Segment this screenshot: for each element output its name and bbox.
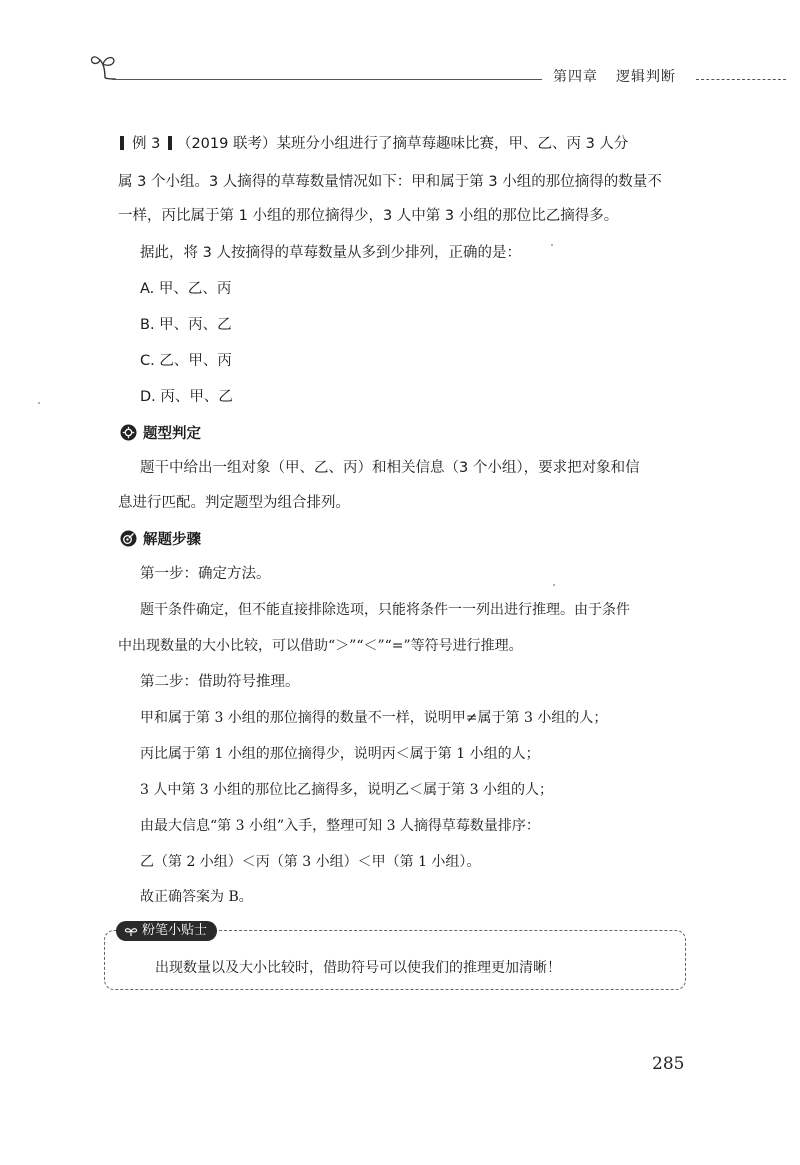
- step2-line-3: 3 人中第 3 小组的那位比乙摘得多，说明乙＜属于第 3 小组的人；: [140, 782, 553, 798]
- example-line-3: 一样，丙比属于第 1 小组的那位摘得少，3 人中第 3 小组的那位比乙摘得多。: [118, 208, 619, 224]
- step2-line-5: 乙（第 2 小组）＜丙（第 3 小组）＜甲（第 1 小组）。: [140, 854, 481, 870]
- step2-line-2: 丙比属于第 1 小组的那位摘得少，说明丙＜属于第 1 小组的人；: [140, 746, 540, 762]
- scan-speck: [553, 584, 555, 586]
- header-rule: [112, 79, 542, 80]
- chapter-title: 第四章: [553, 69, 598, 85]
- scan-speck: [38, 402, 40, 404]
- page-number: 285: [652, 1054, 685, 1074]
- option-d: D. 丙、甲、乙: [140, 389, 233, 405]
- question-text: 据此，将 3 人按摘得的草莓数量从多到少排列，正确的是：: [140, 245, 521, 261]
- example-source: （2019 联考）: [176, 136, 277, 152]
- example-label: 例 3: [132, 136, 161, 152]
- scan-speck: [551, 244, 553, 246]
- step2-line-1: 甲和属于第 3 小组的那位摘得的数量不一样，说明甲≠属于第 3 小组的人；: [140, 710, 608, 726]
- type-line-2: 息进行匹配。判定题型为组合排列。: [118, 495, 350, 511]
- target-badge-icon: [120, 530, 137, 547]
- example-text-1: 某班分小组进行了摘草莓趣味比赛，甲、乙、丙 3 人分: [276, 136, 629, 152]
- steps-section-title: 解题步骤: [143, 532, 201, 548]
- sprout-icon: [88, 50, 122, 80]
- gear-badge-icon: [120, 424, 137, 441]
- example-bar-right: [168, 136, 172, 150]
- tip-text: 出现数量以及大小比较时，借助符号可以使我们的推理更加清晰！: [155, 960, 561, 976]
- type-section-heading: [120, 422, 201, 443]
- option-a: A. 甲、乙、丙: [140, 281, 232, 297]
- option-b: B. 甲、丙、乙: [140, 317, 232, 333]
- step2-line-4: 由最大信息“第 3 小组”入手，整理可知 3 人摘得草莓数量排序：: [140, 818, 540, 834]
- section-title: 逻辑判断: [616, 69, 676, 85]
- steps-section-heading: [120, 528, 201, 549]
- tip-label: 粉笔小贴士: [142, 923, 208, 938]
- header-rule-right: [696, 79, 786, 80]
- step1-title: 第一步：确定方法。: [140, 566, 271, 582]
- leaf-icon: [124, 925, 138, 937]
- option-c: C. 乙、甲、丙: [140, 353, 232, 369]
- step2-title: 第二步：借助符号推理。: [140, 674, 300, 690]
- type-section-title: 题型判定: [143, 426, 201, 442]
- step1-line-2: 中出现数量的大小比较，可以借助“＞”“＜”“=”等符号进行推理。: [118, 638, 523, 654]
- type-line-1: 题干中给出一组对象（甲、乙、丙）和相关信息（3 个小组），要求把对象和信: [140, 460, 640, 476]
- step1-line-1: 题干条件确定，但不能直接排除选项，只能将条件一一列出进行推理。由于条件: [140, 602, 630, 618]
- answer-line: 故正确答案为 B。: [140, 889, 253, 905]
- example-bar-left: [120, 136, 124, 150]
- example-line-2: 属 3 个小组。3 人摘得的草莓数量情况如下：甲和属于第 3 小组的那位摘得的数量不: [118, 174, 662, 190]
- example-line-1: [120, 134, 628, 154]
- running-header: [553, 66, 676, 86]
- tip-tag: [116, 921, 217, 941]
